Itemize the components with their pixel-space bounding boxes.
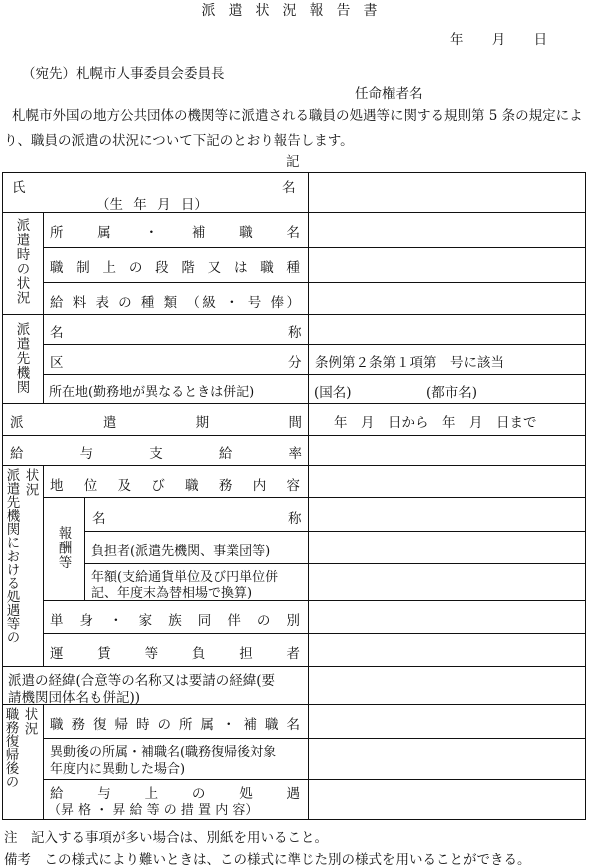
g3-annual-2: 記、年度末為替相場で換算) — [91, 586, 253, 601]
row-divider — [43, 344, 586, 345]
g3-single-family: 単 身 ・ 家 族 同 伴 の 別 — [50, 613, 300, 629]
g3-fare-payer: 運 賃 等 負 担 者 — [50, 646, 300, 662]
row-divider — [2, 435, 586, 436]
column-divider — [308, 172, 309, 820]
g4-salary-1: 給 与 上 の 処 遇 — [50, 786, 300, 802]
intro-paragraph: 札幌市外国の地方公共団体の機関等に派遣される職員の処遇等に関する規則第 5 条の規定により、職員の派遣の状況について下記のとおり報告します。 — [4, 108, 583, 149]
column-divider — [84, 497, 85, 600]
row-divider — [43, 779, 586, 780]
column-divider — [43, 212, 44, 403]
row-divider — [43, 247, 586, 248]
g4-return-affiliation: 職 務 復 帰 時 の 所 属 ・ 補 職 名 — [50, 717, 300, 733]
g3-name-right: 称 — [288, 511, 302, 527]
g2-category-left: 区 — [50, 355, 64, 371]
g4-salary-2: （昇 格 ・ 昇 給 等 の 措 置 内 容） — [48, 803, 259, 818]
row-divider — [43, 738, 586, 739]
name-label-left: 氏 — [12, 180, 26, 196]
g3-annual-1: 年額(支給通貨単位及び円単位併 — [91, 570, 279, 585]
remark: 備考 この様式により難いときは、この様式に準じた別の様式を用いることができる。 — [4, 852, 531, 868]
g1-rank: 職 制 上 の 段 階 又 は 職 種 — [50, 260, 300, 276]
name-label-right: 名 — [282, 180, 296, 196]
row-divider — [2, 465, 586, 466]
group-dispatch-destination: 派遣先機関 — [13, 322, 30, 395]
period-value: 年 月 日から 年 月 日まで — [334, 415, 537, 431]
g1-affiliation: 所 属 ・ 補 職 名 — [50, 225, 300, 241]
group-return-a: 状況 — [21, 707, 38, 736]
row-divider — [43, 282, 586, 283]
row-divider — [43, 497, 586, 498]
history-1: 派遣の経緯(合意等の名称又は要請の経緯(要 — [8, 673, 276, 689]
group-treatment-b: 派遣先機関における処遇等の — [3, 468, 20, 644]
column-divider — [43, 704, 44, 820]
ki-heading: 記 — [286, 154, 300, 170]
document-title: 派遣状況報告書 — [201, 3, 391, 19]
g1-salary-table: 給 料 表 の 種 類 （級 ・ 号 俸） — [50, 295, 300, 311]
g4-transfer-1: 異動後の所属・補職名(職務復帰後対象 — [50, 745, 277, 760]
addressee: （宛先）札幌市人事委員会委員長 — [22, 66, 225, 82]
g2-country: (国名) — [314, 385, 352, 401]
pay-rate-label: 給 与 支 給 率 — [10, 446, 302, 462]
g3-position: 地 位 及 び 職 務 内 容 — [50, 478, 300, 494]
g2-city: (都市名) — [426, 385, 478, 401]
appointer-name: 任命権者名 — [355, 86, 423, 102]
history-2: 請機関団体名も併記)) — [8, 690, 141, 706]
row-divider — [2, 314, 586, 315]
period-label: 派 遣 期 間 — [10, 415, 302, 431]
note: 注 記入する事項が多い場合は、別紙を用いること。 — [4, 830, 328, 846]
row-divider — [84, 531, 586, 532]
remuneration-label: 報酬等 — [55, 526, 72, 570]
row-divider — [2, 212, 586, 213]
column-divider — [43, 465, 44, 666]
g2-category-right: 分 — [288, 355, 302, 371]
group-dispatch-time: 派遣時の状況 — [13, 218, 30, 305]
g2-location: 所在地(勤務地が異なるときは併記) — [49, 385, 255, 400]
group-return-b: 職務復帰後の — [2, 707, 19, 788]
row-divider — [2, 666, 586, 667]
birthdate-label: （生 年 月 日） — [96, 197, 208, 213]
row-divider — [84, 563, 586, 564]
g2-name-left: 名 — [50, 325, 64, 341]
g2-category-value: 条例第２条第１項第 号に該当 — [315, 355, 504, 371]
row-divider — [43, 633, 586, 634]
g4-transfer-2: 年度内に異動した場合) — [50, 762, 186, 777]
date-line: 年 月 日 — [450, 32, 548, 48]
g2-name-right: 称 — [288, 325, 302, 341]
row-divider — [43, 374, 586, 375]
group-treatment-a: 状況 — [22, 468, 39, 497]
g3-payer: 負担者(派遣先機関、事業団等) — [91, 544, 271, 559]
g3-name-left: 名 — [92, 511, 106, 527]
row-divider — [2, 403, 586, 404]
